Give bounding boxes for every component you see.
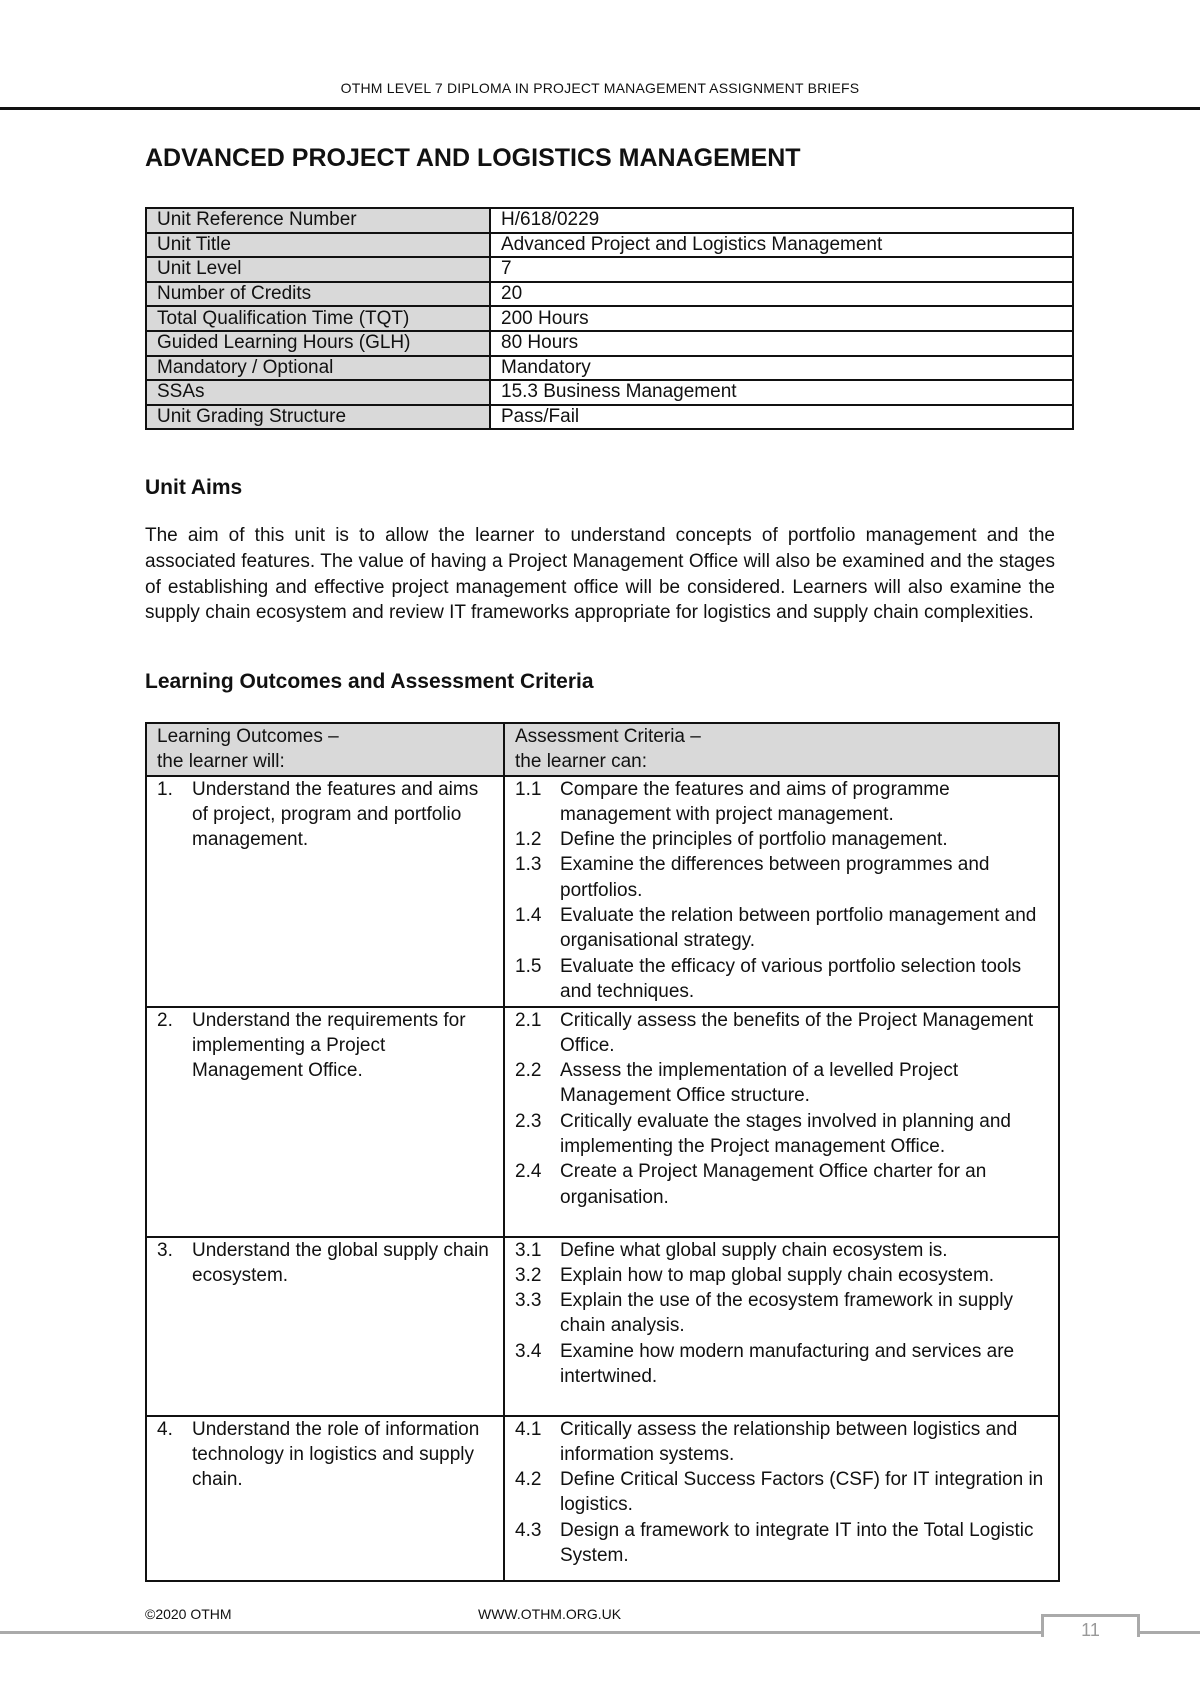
criterion-number: 1.3 [515,854,542,876]
assessment-criterion [515,1288,1048,1339]
learning-outcomes-table [145,722,1060,1582]
assessment-criteria [504,1007,1059,1237]
ac-header-line: Assessment Criteria – [515,726,701,747]
outcome-number: 4. [157,1418,173,1440]
running-header: OTHM LEVEL 7 DIPLOMA IN PROJECT MANAGEMENT ASSIGNMENT BRIEFS [340,80,860,96]
field-label: SSAs [146,380,490,405]
table-row [146,208,1073,233]
header-rule [0,107,1200,110]
table-row [146,1237,1059,1416]
unit-info-table [145,207,1074,430]
criterion-number: 4.1 [515,1418,542,1440]
criterion-number: 3.1 [515,1239,542,1261]
table-row [146,282,1073,307]
assessment-criterion [515,1109,1048,1160]
outcome-number: 3. [157,1239,173,1261]
field-label: Mandatory / Optional [146,356,490,381]
table-row [146,1416,1059,1581]
table-row [146,356,1073,381]
learning-outcomes-heading: Learning Outcomes and Assessment Criteria [145,670,594,693]
criterion-text: Examine how modern manufacturing and services are intertwined. [560,1340,1015,1388]
learning-outcome [146,1007,504,1237]
learning-outcome [146,776,504,1007]
criterion-number: 2.2 [515,1060,542,1082]
assessment-criterion [515,1518,1048,1569]
criterion-text: Define what global supply chain ecosystem is. [560,1239,948,1261]
footer-rule [0,1631,1044,1634]
assessment-criterion [515,777,1048,828]
field-value: 80 Hours [490,331,1073,356]
criterion-text: Explain the use of the ecosystem framework in supply chain analysis. [560,1290,1014,1337]
table-header-row [146,723,1059,776]
footer-website[interactable]: WWW.OTHM.ORG.UK [478,1606,622,1622]
criterion-number: 1.2 [515,829,542,851]
page-number: 11 [1041,1614,1140,1637]
assessment-criteria [504,776,1059,1007]
page-title: ADVANCED PROJECT AND LOGISTICS MANAGEMENT [145,144,801,172]
lo-header [146,723,504,776]
criterion-text: Define Critical Success Factors (CSF) for IT integration in logistics. [560,1469,1044,1516]
learning-outcome [146,1416,504,1581]
outcome-text: Understand the role of information technology in logistics and supply chain. [192,1418,480,1491]
criterion-text: Design a framework to integrate IT into the Total Logistic System. [560,1519,1034,1567]
field-label: Unit Title [146,233,490,258]
field-value: 15.3 Business Management [490,380,1073,405]
criterion-number: 3.2 [515,1264,542,1286]
field-value: Advanced Project and Logistics Management [490,233,1073,258]
criterion-number: 2.3 [515,1110,542,1132]
assessment-criterion [515,903,1048,954]
criterion-text: Critically assess the relationship between logistics and information systems. [560,1418,1018,1465]
field-label: Guided Learning Hours (GLH) [146,331,490,356]
criterion-number: 1.1 [515,778,542,800]
outcome-text: Understand the requirements for implementing a Project Management Office. [192,1009,466,1082]
criterion-number: 1.5 [515,955,542,977]
field-label: Total Qualification Time (TQT) [146,306,490,331]
criterion-text: Explain how to map global supply chain ecosystem. [560,1264,995,1286]
criterion-text: Compare the features and aims of programme management with project management. [560,778,950,825]
field-value: H/618/0229 [490,208,1073,233]
criterion-number: 3.4 [515,1340,542,1362]
table-row [146,257,1073,282]
outcome-text: Understand the global supply chain ecosystem. [192,1239,489,1286]
criterion-number: 4.2 [515,1469,542,1491]
field-value: 200 Hours [490,306,1073,331]
field-label: Unit Level [146,257,490,282]
table-row [146,233,1073,258]
field-value: 20 [490,282,1073,307]
assessment-criterion [515,954,1048,1005]
table-row [146,306,1073,331]
field-label: Unit Reference Number [146,208,490,233]
table-row [146,331,1073,356]
field-label: Number of Credits [146,282,490,307]
assessment-criterion [515,1159,1048,1210]
table-row [146,405,1073,430]
ac-header-line: the learner can: [515,751,648,773]
field-value: Mandatory [490,356,1073,381]
footer-rule [1134,1631,1200,1634]
criterion-text: Create a Project Management Office charter for an organisation. [560,1161,987,1208]
criterion-number: 4.3 [515,1519,542,1541]
assessment-criteria [504,1416,1059,1581]
field-label: Unit Grading Structure [146,405,490,430]
criterion-text: Assess the implementation of a levelled Project Management Office structure. [560,1060,959,1107]
ac-header [504,723,1059,776]
assessment-criterion [515,1467,1048,1518]
table-row [146,380,1073,405]
unit-aims-heading: Unit Aims [145,476,243,499]
table-row [146,1007,1059,1237]
assessment-criterion [515,1339,1048,1390]
criterion-text: Define the principles of portfolio management. [560,829,948,851]
assessment-criterion [515,1058,1048,1109]
criterion-text: Evaluate the efficacy of various portfolio selection tools and techniques. [560,955,1022,1002]
assessment-criterion [515,1238,1048,1263]
criterion-text: Critically assess the benefits of the Project Management Office. [560,1009,1034,1056]
criterion-number: 3.3 [515,1290,542,1312]
lo-header-line: Learning Outcomes – [157,726,339,747]
criterion-number: 2.4 [515,1161,542,1183]
assessment-criterion [515,852,1048,903]
assessment-criteria [504,1237,1059,1416]
assessment-criterion [515,1417,1048,1468]
field-value: Pass/Fail [490,405,1073,430]
outcome-text: Understand the features and aims of project, program and portfolio management. [192,778,479,851]
assessment-criterion [515,1263,1048,1288]
lo-header-line: the learner will: [157,751,285,773]
field-value: 7 [490,257,1073,282]
outcome-number: 1. [157,778,173,800]
learning-outcome [146,1237,504,1416]
assessment-criterion [515,827,1048,852]
criterion-text: Evaluate the relation between portfolio management and organisational strategy. [560,905,1037,952]
criterion-number: 2.1 [515,1009,542,1031]
criterion-number: 1.4 [515,905,542,927]
criterion-text: Critically evaluate the stages involved in planning and implementing the Project management Office. [560,1110,1011,1158]
footer-copyright: ©2020 OTHM [145,1606,232,1622]
outcome-number: 2. [157,1009,173,1031]
criterion-text: Examine the differences between programmes and portfolios. [560,854,990,901]
unit-aims-text: The aim of this unit is to allow the learner to understand concepts of portfolio management and the associated features. The value of having a Project Management Office will also be examined and the stages of establishing and effective project management office will be considered. Learners will also examine the supply chain ecosystem and review IT frameworks appropriate for logistics and supply chain complexities. [145,525,1055,624]
assessment-criterion [515,1008,1048,1059]
table-row [146,776,1059,1007]
